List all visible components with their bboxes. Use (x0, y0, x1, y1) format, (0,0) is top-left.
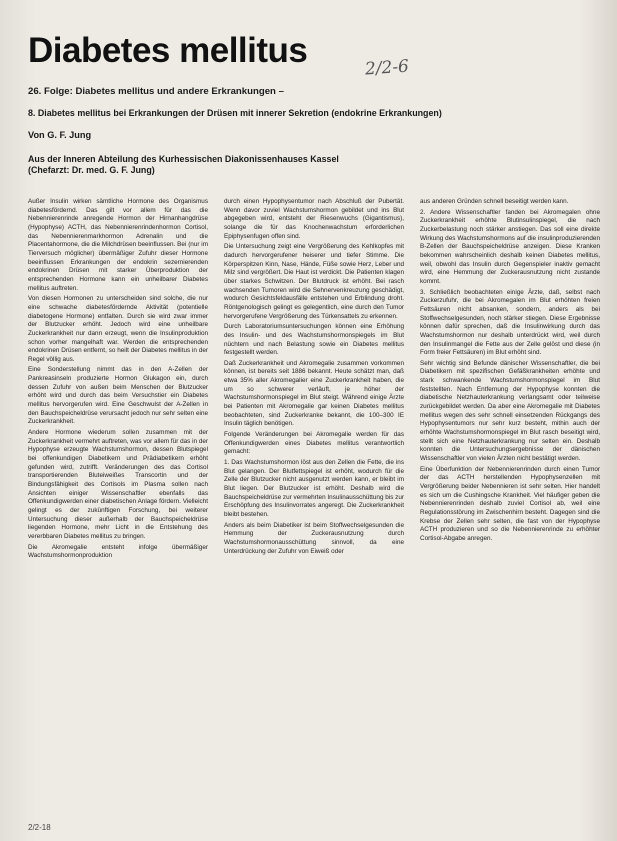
paragraph: Sehr wichtig sind Befunde dänischer Wissenschaftler, die bei Diabetikern mit spezifischen Gefäßkrankheiten erhöhte und stark schwankende Wachstumshormonspiegel im Blut feststellten. Nach Entfernung der Hypophyse konnten die diabetische Netzhauterkrankung verlangsamt oder teilweise zurückgebildet werden. Da aber eine Akromegalie mit Diabetes mellitus wegen des sehr schnell einsetzenden Rückgangs des Hypophysentumors nur sehr kurz besteht, mithin auch der erhöhte Wachstumshormonspiegel im Blut rasch beseitigt wird, stellt sich eine Netzhauterkrankung nur selten ein. Deshalb konnten die Untersuchungsergebnisse der dänischen Wissenschaftler von vielen Ärzten nicht bestätigt werden. (420, 359, 600, 463)
paragraph: Folgende Veränderungen bei Akromegalie werden für das Offenkundigwerden eines Diabetes mellitus verantwortlich gemacht: (224, 431, 404, 456)
paragraph: Die Untersuchung zeigt eine Vergrößerung des Kehlkopfes mit dadurch hervorgerufener heiserer und tiefer Stimme. Die Körperspitzen Kinn, Nase, Hände, Füße sowie Herz, Leber und Milz sind vergrößert. Die Haut ist verdickt. Die Patienten klagen über starkes Schwitzen. Der Blutdruck ist erhöht. Bei rasch wachsenden Tumoren wird die Sehnervenkreuzung geschädigt, wodurch Gesichtsfeldausfälle entstehen und Erblindung droht. Röntgenologisch gelingt es gelegentlich, eine durch den Tumor hervorgerufene Vergrößerung des Türkensattels zu erkennen. (224, 243, 404, 320)
page-folio: 2/2-18 (28, 823, 51, 832)
paragraph: Anders als beim Diabetiker ist beim Stoffwechselgesunden die Hemmung der Zuckerausnutzung durch Wachstumshormonausschüttung sinnvoll, da eine Unterdrückung der Zufuhr von Eiweiß oder (224, 521, 404, 555)
paragraph: durch einen Hypophysentumor nach Abschluß der Pubertät. Wenn davor zuviel Wachstumshormon gebildet und ins Blut abgegeben wird, entsteht der Riesenwuchs (Gigantismus), solange die für das Knochenwachstum erforderlichen Epiphysenfugen offen sind. (224, 198, 404, 240)
paragraph: Von diesen Hormonen zu unterscheiden sind solche, die nur eine schwache diabetesfördernde Aktivität (potentielle diabetogene Hormone) entfalten. Durch sie wird zwar immer der Blutzucker erhöht. Jedoch wird eine unheilbare Zuckerkrankheit nur dann erzeugt, wenn die Insulinproduktion schon vorher mangelhaft war. Werden die entsprechenden endokrinen Drüsen entfernt, so heilt der Diabetes mellitus in der Regel völlig aus. (28, 295, 208, 363)
paragraph: Außer Insulin wirken sämtliche Hormone des Organismus diabetesfördernd. Das gilt vor allem für das die Nebennierenrinde anregende Hormon der Hirnanhangdrüse (Hypophyse) ACTH, das Nebennierenrindenhormon Cortisol, das Nebennierenmarkhormon Adrenalin und die Placentahormone, die die Milchdrüsen beeinflussen. Bei (nur im Tierversuch möglicher) übermäßiger Zufuhr dieser Hormone beeinflussen Erkrankungen der endokrin sezernierenden endokrinen Drüsen mit starker Überproduktion der entsprechenden Hormone kann ein unheilbarer Diabetes mellitus auftreten. (28, 198, 208, 292)
affiliation-line-1: Aus der Inneren Abteilung des Kurhessischen Diakonissenhauses Kassel (28, 154, 339, 164)
paragraph: Die Akromegalie entsteht infolge übermäßiger Wachstumshormonproduktion (28, 543, 208, 560)
paragraph: aus anderen Gründen schnell beseitigt werden kann. (420, 198, 569, 205)
column-3 (420, 198, 600, 823)
article-title: Diabetes mellitus (28, 31, 308, 70)
affiliation (28, 154, 448, 176)
series-heading: 26. Folge: Diabetes mellitus und andere Erkrankungen – (28, 86, 284, 97)
column-1 (28, 198, 208, 823)
subseries-heading: 8. Diabetes mellitus bei Erkrankungen der Drüsen mit innerer Sekretion (endokrine Erkrankungen) (28, 108, 442, 118)
paragraph: Andere Hormone wiederum sollen zusammen mit der Zuckerkrankheit vermehrt auftreten, was vor allem für das in der Hypophyse erzeugte Wachstumshormon, dessen Blutspiegel bei offenkundigen Diabetikern und Prädiabetikern erhöht gefunden wird, zutrifft. Veränderungen des das Cortisol transportierenden Bluteiweißes Transcortin und der Bindungsfähigkeit des Cortisols im Plasma sollen nach Ansichten einiger Wissenschaftler ebenfalls das Offenkundigwerden einer diabetischen Anlage fördern. Vielleicht gelingt es der zukünftigen Forschung, bei weiterer Untersuchung dieser außerhalb der Bauchspeicheldrüse liegenden Hormone, mehr Licht in die Entstehung des vererbbaren Diabetes mellitus zu bringen. (28, 429, 208, 540)
paragraph: 2. Andere Wissenschaftler fanden bei Akromegalen ohne Zuckerkrankheit erhöhte Blutinsulinspiegel, die nach Zuckerbelastung noch stärker anstiegen. Das soll eine direkte Wirkung des Wachstumshormons auf die insulinproduzierenden B-Zellen der Bauchspeicheldrüse anzeigen. Diese Kranken bekommen wahrscheinlich deshalb keinen Diabetes mellitus, weil, obwohl das Insulin durch Gegenspieler inaktiv gemacht wird, eine Hemmung der Zuckerausnutzung nicht zustande kommt. (420, 208, 600, 285)
paragraph: Durch Laboratoriumsuntersuchungen können eine Erhöhung des Insulin- und des Wachstumshormonspiegels im Blut nüchtern und nach Belastung sowie ein Diabetes mellitus festgestellt werden. (224, 323, 404, 357)
handwritten-note: 2/2-6 (364, 56, 410, 80)
paragraph: Eine Überfunktion der Nebennierenrinden durch einen Tumor der das ACTH herstellenden Hypophysenzellen mit Vergrößerung beider Nebennieren ist sehr selten. Hier handelt es sich um die Cushingsche Krankheit. Viel häufiger geben die Nebennierenrinden deshalb zuviel Cortisol ab, weil eine Regulationsstörung im Zwischenhirn besteht. Dagegen sind die Krebse der Zellen sehr selten, die fast von der Hypophyse ACTH produzieren und so die Nebennierenrinde zu erhöhter Cortisol-Abgabe anregen. (420, 465, 600, 542)
paragraph: 3. Schließlich beobachteten einige Ärzte, daß, selbst nach Zuckerzufuhr, die bei Akromegalen im Blut erhöhten freien Fettsäuren nicht absanken, sondern, anders als bei Stoffwechselgesunden, noch stärker stiegen. Diese Ergebnisse können dafür sprechen, daß die Insulinwirkung durch das Wachstumshormon nur deshalb unterdrückt wird, weil durch den Insulinmangel die Fette aus der Zelle gelöst und diese (in Form freier Fettsäuren) im Blut erhöht sind. (420, 288, 600, 357)
affiliation-line-2: (Chefarzt: Dr. med. G. F. Jung) (28, 165, 155, 175)
author-line: Von G. F. Jung (28, 130, 92, 140)
paragraph: Daß Zuckerkrankheit und Akromegalie zusammen vorkommen können, ist bereits seit 1886 bekannt. Heute schätzt man, daß etwa 35% aller Akromegalier eine Zuckerkrankheit haben, die um so schwerer verläuft, je höher der Wachstumshormonspiegel im Blut steigt. Während einige Ärzte bei Patienten mit Akromegalie gar keinen Diabetes mellitus beobachteten, sind Zuckerkranke bekannt, die 100–300 IE Insulin täglich benötigen. (224, 359, 404, 428)
column-2 (224, 198, 404, 823)
paragraph: 1. Das Wachstumshormon löst aus den Zellen die Fette, die ins Blut gelangen. Der Blutfettspiegel ist erhöht, wodurch für die Zelle der Blutzucker nicht ausgenutzt werden kann, er bleibt im Blut liegen. Der Blutzucker ist erhöht. Deshalb wird die Bauchspeicheldrüse zur vermehrten Insulinausschüttung bis zur Erschöpfung des Insulinvorrates angeregt. Die Zuckerkrankheit bleibt bestehen. (224, 459, 404, 518)
body-columns (28, 198, 600, 823)
paragraph: Eine Sonderstellung nimmt das in den A-Zellen der Pankreasinseln produzierte Hormon Glukagon ein, durch dessen Zufuhr von außen beim Menschen der Blutzucker erhöht wird und durch das beim Versuchstier ein Diabetes mellitus hervorgerufen wird. Eine Geschwulst der A-Zellen in den Bauchspeicheldrüse verursacht jedoch nur sehr selten eine Zuckerkrankheit. (28, 366, 208, 426)
